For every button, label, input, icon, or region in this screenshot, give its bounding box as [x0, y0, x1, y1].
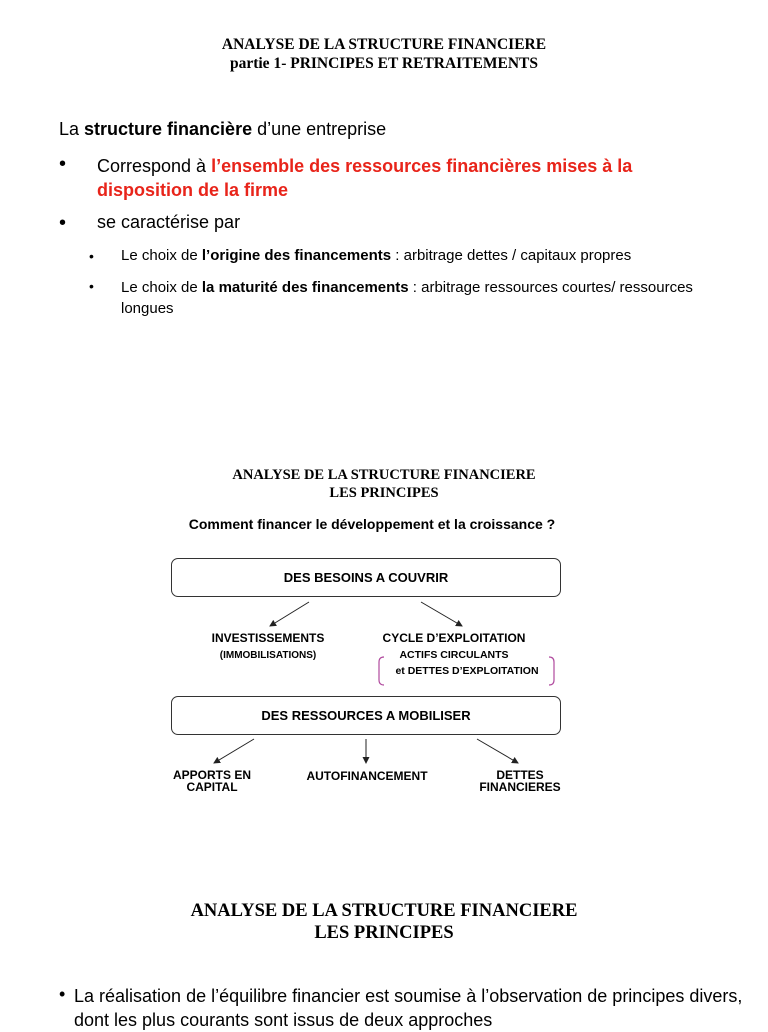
intro-prefix: La	[59, 119, 85, 139]
sub-bullet-2-suffix: : arbitrage ressources courtes/ ressources longues	[121, 279, 693, 317]
immobilisations-label: (IMMOBILISATIONS)	[219, 650, 317, 661]
dettes-financieres-label	[455, 769, 585, 793]
diagram-title-line-2: LES PRINCIPES	[329, 485, 439, 501]
needs-box-label: DES BESOINS A COUVRIR	[283, 570, 449, 585]
bullet-2-text: se caractérise par	[97, 212, 241, 232]
bullet-1-highlight: l’ensemble des ressources financières mises à la disposition de la firme	[97, 156, 633, 200]
sub-bullet-1-bold: l’origine des financements	[201, 247, 392, 264]
arrow-to-dettes	[477, 739, 518, 763]
dettes-exploitation-label: et DETTES D’EXPLOITATION	[395, 665, 539, 677]
apports-line-1: APPORTS EN	[172, 768, 251, 782]
bullet-1-prefix: Correspond à	[97, 156, 212, 176]
sub-bullet-2-prefix: Le choix de	[121, 279, 202, 296]
section3-title	[0, 900, 768, 944]
section3-paragraph: La réalisation de l’équilibre financier est soumise à l’observation de principes divers, dont les plus courants sont issus de deux approches	[74, 986, 743, 1030]
intro-line	[59, 119, 386, 140]
sub-bullet-2-text	[121, 277, 731, 319]
sub-bullet-1-dot: •	[89, 248, 94, 264]
bullet-1-text	[97, 154, 717, 202]
apports-line-2: CAPITAL	[186, 780, 238, 794]
diagram-title	[0, 466, 768, 502]
autofinancement-label: AUTOFINANCEMENT	[306, 769, 428, 783]
needs-box	[171, 558, 561, 597]
intro-bold: structure financière	[84, 119, 253, 139]
sub-bullet-2-dot: •	[89, 278, 94, 294]
investments-label: INVESTISSEMENTS	[211, 631, 325, 645]
arrow-to-apports	[214, 739, 254, 763]
actifs-label: ACTIFS CIRCULANTS	[399, 649, 509, 661]
section3-title-line-2: LES PRINCIPES	[314, 923, 454, 943]
sub-bullet-1-text	[121, 247, 631, 264]
arrow-to-investments	[270, 602, 309, 626]
sub-bullet-1-prefix: Le choix de	[121, 247, 202, 264]
document-title	[0, 35, 768, 73]
diagram-question: Comment financer le développement et la croissance ?	[188, 516, 556, 532]
intro-suffix: d’une entreprise	[252, 119, 387, 139]
bullet-2-dot: •	[59, 212, 67, 234]
arrow-to-cycle	[421, 602, 462, 626]
cycle-label: CYCLE D’EXPLOITATION	[382, 631, 526, 645]
dettes-line-1: DETTES	[496, 768, 544, 782]
section3-title-line-1: ANALYSE DE LA STRUCTURE FINANCIERE	[190, 901, 578, 921]
sub-bullet-2-bold: la maturité des financements	[201, 279, 409, 296]
resources-box-label: DES RESSOURCES A MOBILISER	[261, 708, 471, 723]
dettes-line-2: FINANCIERES	[479, 780, 561, 794]
resources-box	[171, 696, 561, 735]
apports-label	[152, 769, 272, 793]
sub-bullet-1-suffix: : arbitrage dettes / capitaux propres	[391, 247, 632, 264]
title-line-1: ANALYSE DE LA STRUCTURE FINANCIERE	[221, 36, 547, 53]
bullet-1-dot: •	[59, 153, 67, 175]
section3-bullet-dot: •	[59, 984, 66, 1004]
title-line-2: partie 1- PRINCIPES ET RETRAITEMENTS	[229, 55, 539, 72]
diagram-title-line-1: ANALYSE DE LA STRUCTURE FINANCIERE	[232, 467, 536, 483]
